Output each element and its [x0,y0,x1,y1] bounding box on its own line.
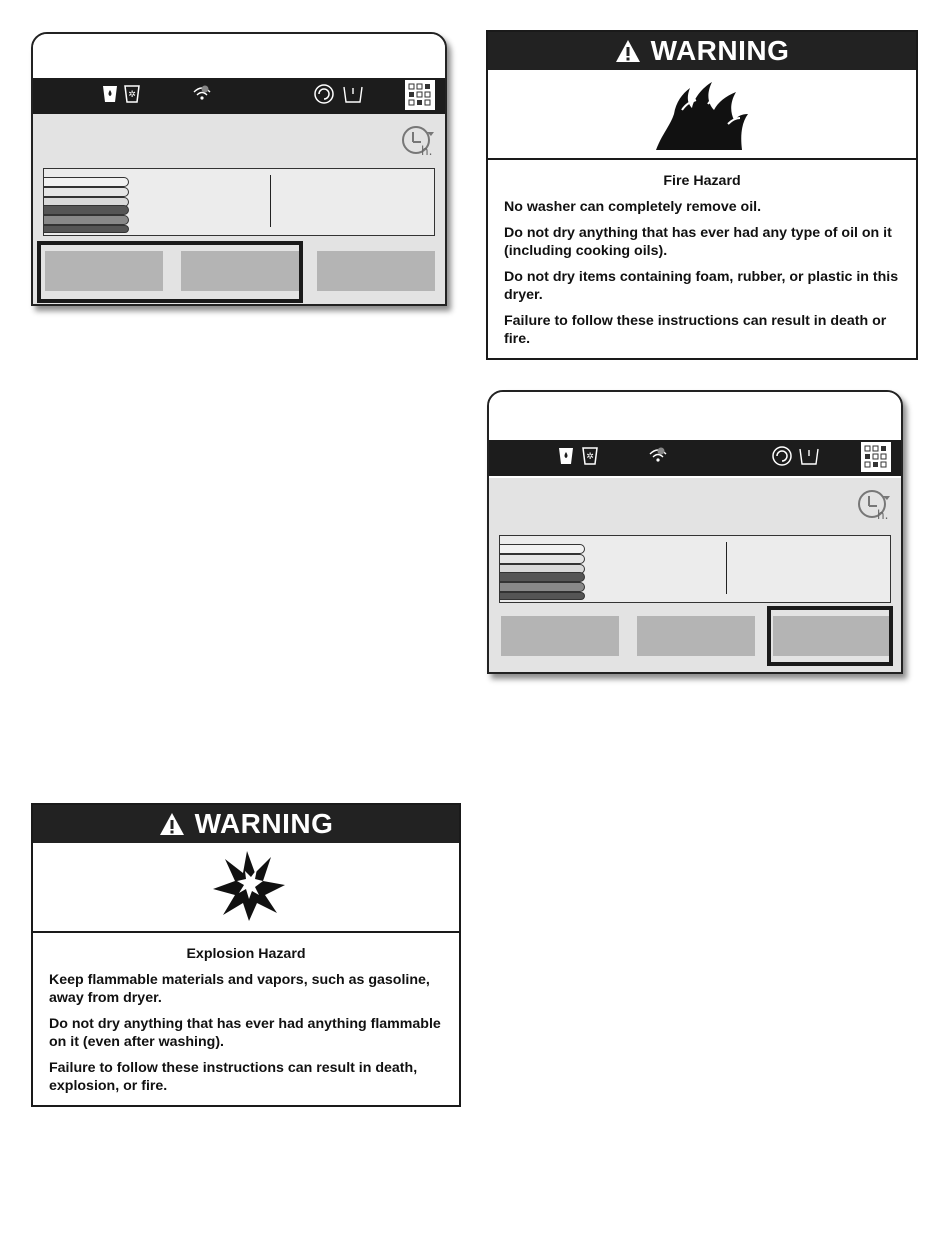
cycle-stripe [500,544,585,554]
cycle-display [499,535,891,603]
cycle-stripe [500,554,585,564]
fire-pictogram [488,70,916,160]
cycle-display [43,168,435,236]
grid-icon [861,442,891,472]
svg-text:✲: ✲ [128,90,136,100]
control-panel-1 [31,32,447,306]
svg-text:✲: ✲ [586,452,594,462]
panel-status-bar [489,440,901,476]
panel-button-3[interactable] [317,251,435,291]
svg-text:h.: h. [421,144,433,158]
cycle-stripe [500,572,585,582]
warning-line: Failure to follow these instructions can result in death, explosion, or fire. [49,1060,418,1094]
snowflake-tub-icon [123,82,141,106]
warning-text [33,933,459,1111]
spiral-icon [771,444,793,468]
cycle-stripe [44,225,129,233]
display-divider [726,542,727,594]
warning-line: Do not dry anything that has ever had anything flammable on it (even after washing). [49,1016,441,1050]
panel-body [33,114,445,304]
grid-icon [405,80,435,110]
warning-heading: WARNING [650,35,790,66]
panel-button-2[interactable] [637,616,755,656]
panel-top [33,34,445,78]
warning-header [33,805,459,843]
hazard-title: Fire Hazard [663,173,741,189]
panel-top [489,392,901,440]
explosion-icon [209,849,289,925]
wifi-icon [191,82,213,104]
cycle-stripe [500,592,585,600]
explosion-warning-box [31,803,461,1107]
warning-line: Do not dry items containing foam, rubber, or plastic in this dryer. [504,269,899,303]
snowflake-tub-icon [581,444,599,468]
water-tub-icon [557,444,575,468]
spiral-icon [313,82,335,106]
control-panel-2 [487,390,903,674]
cycle-stripe [44,205,129,215]
clock-hour-icon [857,488,891,522]
wifi-icon [647,444,669,466]
panel-button-1[interactable] [501,616,619,656]
warning-text [488,160,916,364]
warning-line: No washer can completely remove oil. [504,199,762,215]
warning-line: Keep flammable materials and vapors, such as gasoline, away from dryer. [49,972,430,1006]
warning-heading: WARNING [194,808,334,839]
button-highlight [767,606,893,666]
panel-status-bar [33,78,445,114]
water-tub-icon [101,82,119,106]
hazard-title: Explosion Hazard [186,946,306,962]
warning-line: Failure to follow these instructions can result in death or fire. [504,313,887,347]
fire-icon [652,74,752,154]
warning-line: Do not dry anything that has ever had any type of oil on it (including cooking oils). [504,225,892,259]
explosion-pictogram [33,843,459,933]
svg-text:h.: h. [877,508,889,522]
warning-header [488,32,916,70]
fire-warning-box [486,30,918,360]
warning-triangle-icon [615,39,641,63]
warning-triangle-icon [159,812,185,836]
tub-icon [341,82,365,106]
button-highlight [37,241,303,303]
tub-icon [797,444,821,468]
panel-body [489,478,901,672]
cycle-stripe [500,582,585,592]
cycle-stripe [44,177,129,187]
display-divider [270,175,271,227]
cycle-stripe [44,215,129,225]
clock-hour-icon [401,124,435,158]
cycle-stripe [44,187,129,197]
